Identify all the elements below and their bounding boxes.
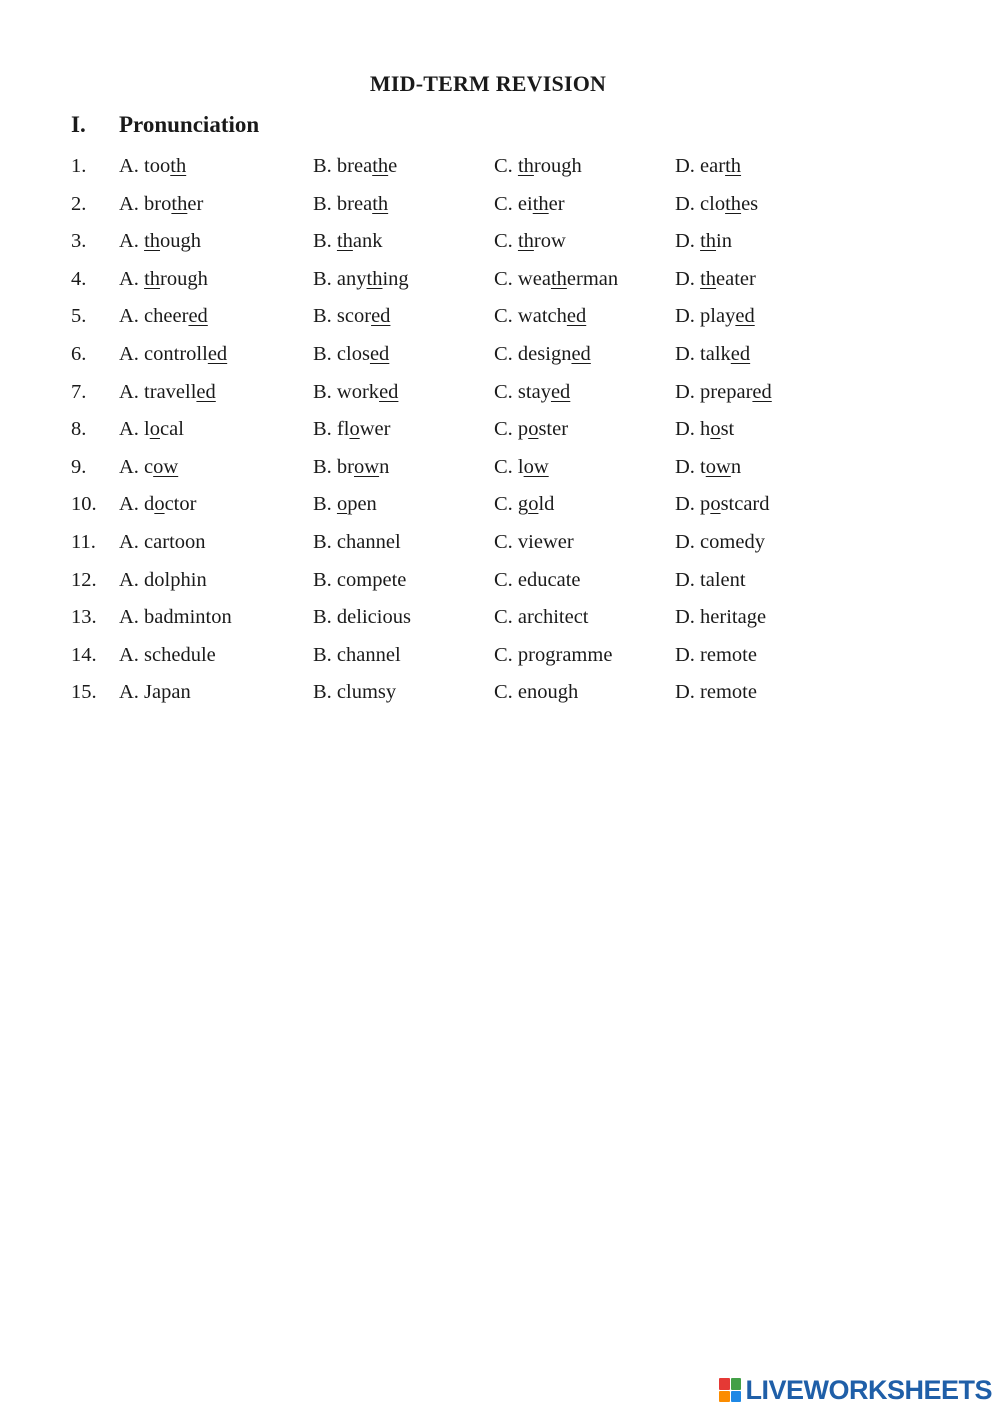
option-d	[675, 486, 770, 524]
option-text: B. br	[313, 455, 354, 478]
option-b	[313, 637, 401, 675]
option-text: erman	[566, 267, 619, 290]
option-text: ing	[382, 267, 409, 290]
option-a	[119, 599, 232, 637]
option-text: rough	[160, 267, 208, 290]
option-text: C. viewer	[494, 530, 574, 553]
option-text: ough	[160, 230, 202, 253]
option-c	[494, 449, 549, 487]
option-d	[675, 261, 756, 299]
option-text: ld	[538, 493, 555, 516]
option-text: B. clumsy	[313, 681, 397, 704]
option-text: D. ear	[675, 155, 726, 177]
option-text: er	[548, 192, 565, 215]
option-text: B. delicious	[313, 606, 411, 629]
question-row	[71, 674, 871, 712]
underlined-sound: ow	[705, 455, 731, 478]
option-c	[494, 336, 591, 374]
question-number: 7.	[71, 380, 87, 403]
option-text: cal	[160, 418, 184, 441]
badge-square	[719, 1391, 730, 1403]
option-c	[494, 524, 574, 562]
option-b	[313, 674, 396, 712]
underlined-sound: o	[349, 418, 360, 441]
option-text: wer	[359, 418, 391, 441]
badge-square	[719, 1378, 730, 1390]
question-row	[71, 411, 871, 449]
option-text: C. l	[494, 455, 524, 478]
option-text: D. clo	[675, 192, 726, 215]
option-b	[313, 562, 406, 600]
question-row	[71, 637, 871, 675]
option-text: A. cartoon	[119, 530, 206, 553]
option-text: e	[388, 155, 398, 177]
underlined-sound: th	[517, 155, 534, 177]
option-b	[313, 411, 390, 449]
option-b	[313, 336, 389, 374]
underlined-sound: th	[336, 230, 353, 253]
question-number: 9.	[71, 455, 87, 478]
underlined-sound: ed	[566, 305, 587, 328]
underlined-sound: th	[700, 230, 717, 253]
option-text: D. remote	[675, 643, 757, 666]
option-c	[494, 674, 578, 712]
question-row	[71, 148, 871, 186]
option-text: rough	[533, 155, 582, 177]
option-a	[119, 637, 216, 675]
underlined-sound: th	[372, 155, 389, 177]
underlined-sound: th	[171, 192, 188, 215]
option-text: C.	[494, 155, 518, 177]
underlined-sound: th	[144, 230, 161, 253]
option-d	[675, 411, 734, 449]
underlined-sound: ed	[207, 342, 228, 365]
option-b	[313, 298, 390, 336]
option-a	[119, 298, 208, 336]
underlined-sound: ed	[379, 380, 399, 403]
logo-text: LIVEWORKSHEETS	[745, 1374, 992, 1405]
option-text: A. cheer	[119, 305, 189, 328]
underlined-sound: th	[700, 267, 717, 290]
option-a	[119, 336, 227, 374]
option-a	[119, 562, 207, 600]
option-text: A.	[119, 267, 145, 290]
question-number: 15.	[71, 681, 97, 704]
underlined-sound: th	[366, 267, 383, 290]
underlined-sound: th	[517, 230, 534, 253]
option-text: D.	[675, 267, 701, 290]
question-number: 10.	[71, 493, 97, 516]
option-text: B.	[313, 493, 337, 516]
option-d	[675, 298, 755, 336]
question-number: 11.	[71, 530, 96, 553]
question-number: 5.	[71, 305, 87, 328]
option-text: st	[720, 418, 735, 441]
option-text: A. Japan	[119, 681, 191, 704]
option-text: C. enough	[494, 681, 579, 704]
option-text: in	[716, 230, 732, 253]
question-number: 14.	[71, 643, 97, 666]
option-d	[675, 374, 772, 412]
option-text: n	[379, 455, 390, 478]
option-text: D. comedy	[675, 530, 765, 553]
option-text: B. clos	[313, 342, 370, 365]
option-a	[119, 486, 196, 524]
option-text: ank	[352, 230, 383, 253]
underlined-sound: o	[154, 493, 165, 516]
option-text: D. t	[675, 455, 706, 478]
option-d	[675, 223, 732, 261]
question-number: 8.	[71, 418, 87, 441]
option-text: C.	[494, 230, 518, 253]
option-text: A. travell	[119, 380, 197, 403]
option-c	[494, 148, 582, 186]
option-text: B.	[313, 230, 337, 253]
option-d	[675, 637, 757, 675]
underlined-sound: ed	[369, 342, 390, 365]
option-text: C. watch	[494, 305, 567, 328]
option-text: B. brea	[313, 192, 373, 215]
question-row	[71, 186, 871, 224]
option-text: D. remote	[675, 681, 757, 704]
option-text: ctor	[164, 493, 197, 516]
option-text: C. stay	[494, 380, 551, 403]
section-number: I.	[71, 112, 86, 137]
option-text: A. dolphin	[119, 568, 207, 591]
underlined-sound: th	[372, 192, 389, 215]
option-text: A.	[119, 230, 145, 253]
underlined-sound: o	[336, 493, 348, 516]
option-text: C. ei	[494, 192, 533, 215]
question-row	[71, 261, 871, 299]
option-b	[313, 486, 377, 524]
section-title: Pronunciation	[119, 112, 260, 137]
option-text: A. schedule	[119, 643, 216, 666]
option-c	[494, 599, 588, 637]
question-row	[71, 449, 871, 487]
question-number: 4.	[71, 267, 87, 290]
option-b	[313, 261, 409, 299]
option-d	[675, 674, 757, 712]
question-number: 1.	[71, 155, 87, 177]
option-b	[313, 449, 389, 487]
option-a	[119, 674, 191, 712]
underlined-sound: th	[144, 267, 161, 290]
option-text: A. badminton	[119, 606, 232, 629]
option-text: D. h	[675, 418, 711, 441]
option-c	[494, 186, 565, 224]
option-text: D. play	[675, 305, 736, 328]
question-number: 3.	[71, 230, 87, 253]
option-d	[675, 599, 766, 637]
option-c	[494, 411, 568, 449]
option-text: n	[730, 455, 742, 478]
option-text: C. architect	[494, 606, 589, 629]
question-number: 12.	[71, 568, 97, 591]
option-a	[119, 411, 184, 449]
option-text: es	[741, 192, 759, 215]
option-text: row	[533, 230, 566, 253]
underlined-sound: ed	[735, 305, 755, 328]
question-row	[71, 599, 871, 637]
option-text: C. design	[494, 342, 572, 365]
underlined-sound: th	[170, 155, 187, 177]
section-heading	[71, 112, 259, 138]
underlined-sound: ed	[550, 380, 571, 403]
underlined-sound: ow	[354, 455, 380, 478]
option-text: A. controll	[119, 342, 208, 365]
question-row	[71, 562, 871, 600]
underlined-sound: o	[710, 418, 721, 441]
option-text: pen	[347, 493, 377, 516]
option-d	[675, 148, 741, 186]
option-a	[119, 524, 206, 562]
option-d	[675, 449, 741, 487]
badge-square	[731, 1391, 742, 1403]
underlined-sound: ed	[752, 380, 772, 403]
option-b	[313, 186, 388, 224]
question-number: 6.	[71, 342, 87, 365]
option-text: A. c	[119, 455, 154, 478]
option-text: er	[187, 192, 204, 215]
logo-badge-icon	[719, 1378, 741, 1402]
question-number: 2.	[71, 192, 87, 215]
option-text: stcard	[720, 493, 770, 516]
option-text: D. heritage	[675, 606, 767, 629]
option-text: eater	[716, 267, 756, 290]
option-text: B. brea	[313, 155, 373, 177]
question-row	[71, 486, 871, 524]
underlined-sound: o	[710, 493, 721, 516]
option-text: D. prepar	[675, 380, 753, 403]
underlined-sound: ed	[371, 305, 391, 328]
option-b	[313, 148, 397, 186]
option-c	[494, 261, 618, 299]
option-b	[313, 599, 411, 637]
option-text: D. talent	[675, 568, 746, 591]
option-text: A. l	[119, 418, 150, 441]
option-c	[494, 486, 554, 524]
underlined-sound: th	[725, 155, 742, 177]
option-text: C. wea	[494, 267, 551, 290]
underlined-sound: th	[725, 192, 742, 215]
option-text: B. any	[313, 267, 367, 290]
underlined-sound: o	[528, 493, 539, 516]
option-text: A. too	[119, 155, 171, 177]
option-a	[119, 186, 203, 224]
underlined-sound: o	[149, 418, 160, 441]
option-text: D. talk	[675, 342, 731, 365]
option-d	[675, 336, 750, 374]
underlined-sound: th	[532, 192, 549, 215]
question-row	[71, 336, 871, 374]
badge-square	[731, 1378, 742, 1390]
option-text: D. p	[675, 493, 711, 516]
option-c	[494, 637, 612, 675]
page-title: MID-TERM REVISION	[369, 71, 607, 96]
option-text: B. compete	[313, 568, 407, 591]
option-text: B. work	[313, 380, 380, 403]
option-text: C. programme	[494, 643, 613, 666]
underlined-sound: ed	[730, 342, 751, 365]
option-text: B. fl	[313, 418, 350, 441]
question-list	[71, 148, 871, 712]
option-c	[494, 374, 570, 412]
question-row	[71, 298, 871, 336]
underlined-sound: ed	[571, 342, 591, 365]
underlined-sound: ed	[188, 305, 208, 328]
option-text: A. bro	[119, 192, 172, 215]
option-a	[119, 261, 208, 299]
option-c	[494, 562, 581, 600]
option-d	[675, 562, 746, 600]
underlined-sound: ow	[523, 455, 549, 478]
option-a	[119, 374, 216, 412]
option-d	[675, 524, 765, 562]
option-text: B. channel	[313, 530, 401, 553]
option-text: C. p	[494, 418, 529, 441]
option-d	[675, 186, 758, 224]
option-b	[313, 524, 401, 562]
option-a	[119, 223, 201, 261]
option-text: ster	[538, 418, 569, 441]
underlined-sound: th	[550, 267, 567, 290]
option-b	[313, 374, 398, 412]
option-a	[119, 449, 178, 487]
underlined-sound: ow	[153, 455, 179, 478]
question-row	[71, 374, 871, 412]
option-text: B. channel	[313, 643, 401, 666]
option-a	[119, 148, 186, 186]
question-row	[71, 223, 871, 261]
underlined-sound: ed	[196, 380, 216, 403]
question-row	[71, 524, 871, 562]
underlined-sound: o	[528, 418, 539, 441]
option-text: B. scor	[313, 305, 372, 328]
option-text: C. g	[494, 493, 529, 516]
question-number: 13.	[71, 606, 97, 629]
option-c	[494, 298, 586, 336]
option-text: A. d	[119, 493, 155, 516]
option-text: D.	[675, 230, 701, 253]
liveworksheets-logo	[719, 1375, 992, 1405]
option-c	[494, 223, 566, 261]
option-text: C. educate	[494, 568, 581, 591]
option-b	[313, 223, 383, 261]
